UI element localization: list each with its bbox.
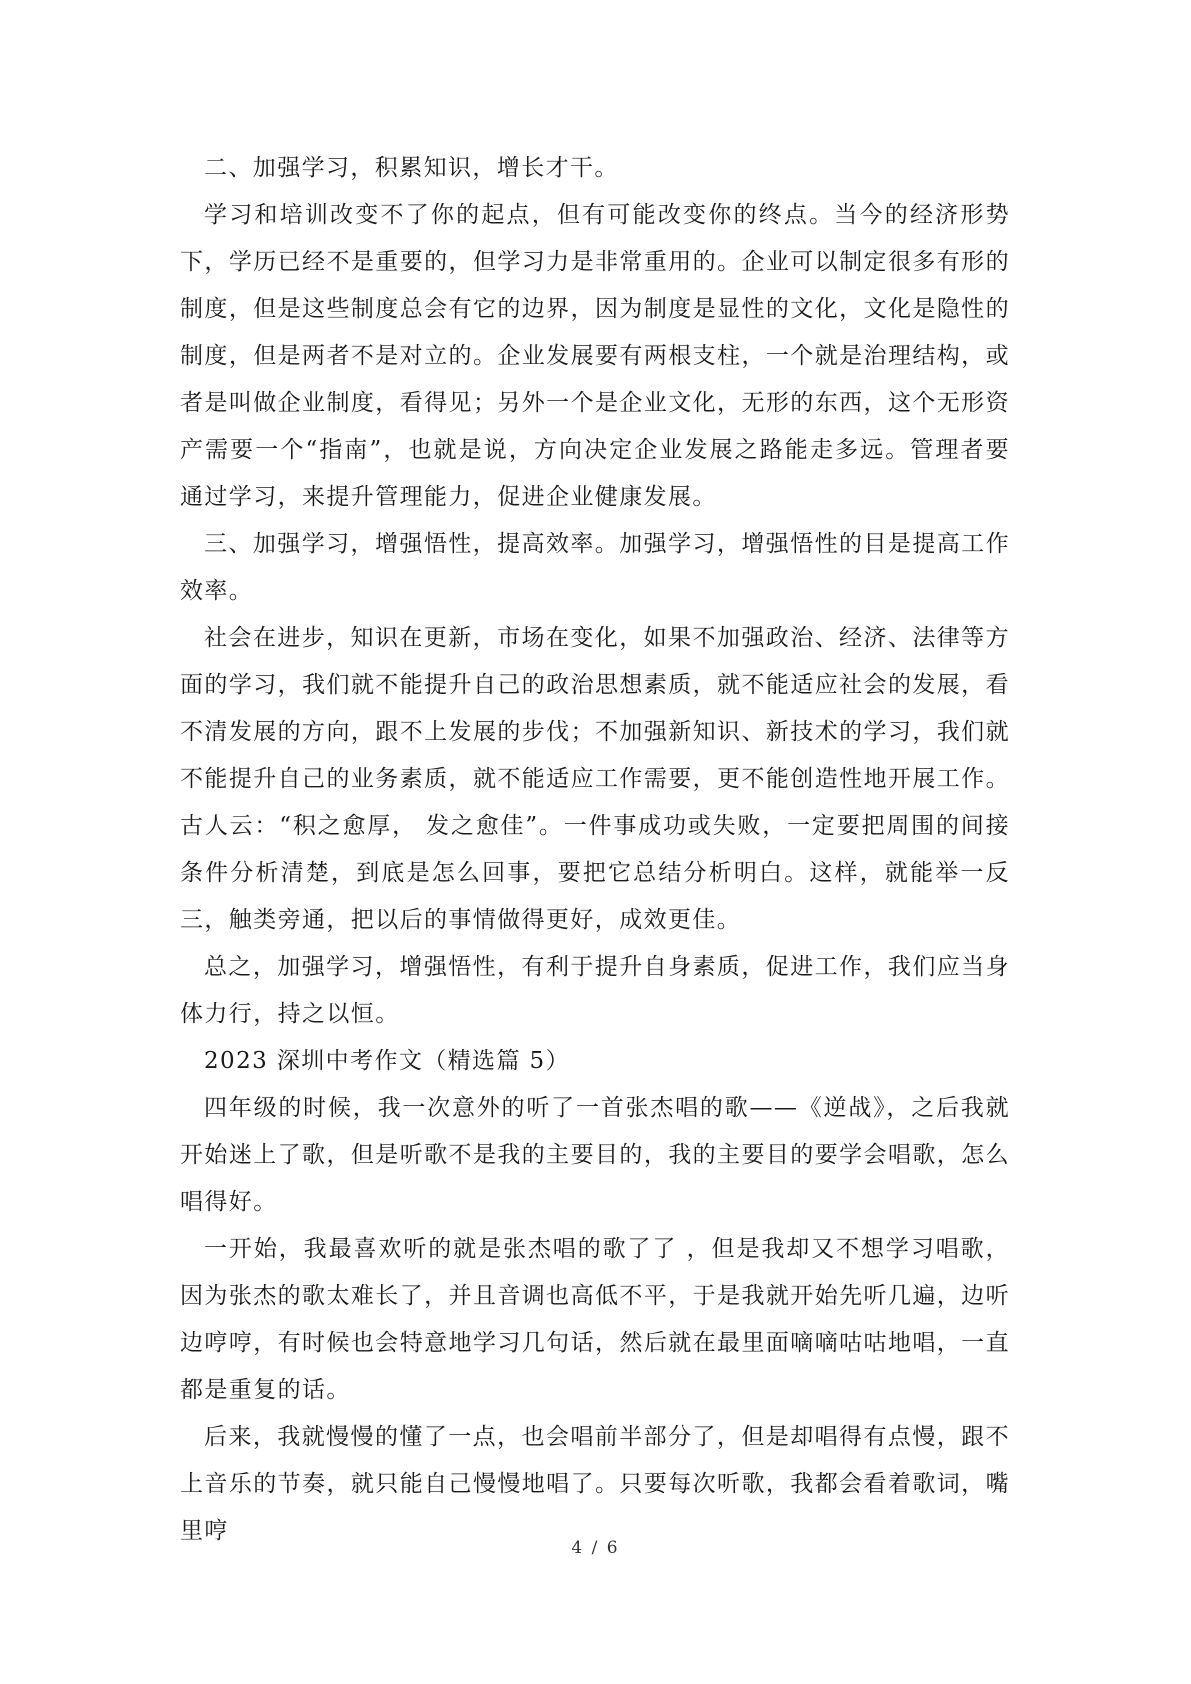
document-body [180, 145, 1010, 1555]
paragraph-conclusion: 总之，加强学习，增强悟性，有利于提升自身素质，促进工作，我们应当身体力行，持之以恒。 [180, 954, 1010, 1027]
paragraph-learning-training: 学习和培训改变不了你的起点，但有可能改变你的终点。当今的经济形势下，学历已经不是重要的，但学习力是非常重用的。企业可以制定很多有形的制度，但是这些制度总会有它的边界，因为制度是显性的文化，文化是隐性的制度，但是两者不是对立的。企业发展要有两根支柱，一个就是治理结构，或者是叫做企业制度，看得见；另外一个是企业文化，无形的东西，这个无形资产需要一个“指南”，也就是说，方向决定企业发展之路能走多远。管理者要通过学习，来提升管理能力，促进企业健康发展。 [180, 202, 1010, 510]
paragraph-at-first: 一开始，我最喜欢听的就是张杰唱的歌了了 ，但是我却又不想学习唱歌，因为张杰的歌太难长了，并且音调也高低不平，于是我就开始先听几遍，边听边哼哼，有时候也会特意地学习几句话，然后就在最里面嘀嘀咕咕地唱，一直都是重复的话。 [180, 1236, 1010, 1403]
essay-title: 2023 深圳中考作文（精选篇 5） [204, 1048, 570, 1074]
paragraph-grade-four: 四年级的时候，我一次意外的听了一首张杰唱的歌——《逆战》，之后我就开始迷上了歌，但是听歌不是我的主要目的，我的主要目的要学会唱歌，怎么唱得好。 [180, 1095, 1010, 1215]
paragraph-later: 后来，我就慢慢的懂了一点，也会唱前半部分了，但是却唱得有点慢，跟不上音乐的节奏，就只能自己慢慢地唱了。只要每次听歌，我都会看着歌词，嘴里哼 [180, 1424, 1010, 1544]
section-heading-2: 二、加强学习，积累知识，增长才干。 [204, 155, 619, 181]
section-heading-3: 三、加强学习，增强悟性，提高效率。加强学习，增强悟性的目是提高工作效率。 [180, 531, 1010, 604]
paragraph-society-progress: 社会在进步，知识在更新，市场在变化，如果不加强政治、经济、法律等方面的学习，我们就不能提升自己的政治思想素质，就不能适应社会的发展，看不清发展的方向，跟不上发展的步伐；不加强新知识、新技术的学习，我们就不能提升自己的业务素质，就不能适应工作需要，更不能创造性地开展工作。古人云：“积之愈厚， 发之愈佳”。一件事成功或失败，一定要把周围的间接条件分析清楚，到底是怎么回事，要把它总结分析明白。这样，就能举一反三，触类旁通，把以后的事情做得更好，成效更佳。 [180, 625, 1010, 933]
page-number: 4 / 6 [571, 1538, 620, 1558]
